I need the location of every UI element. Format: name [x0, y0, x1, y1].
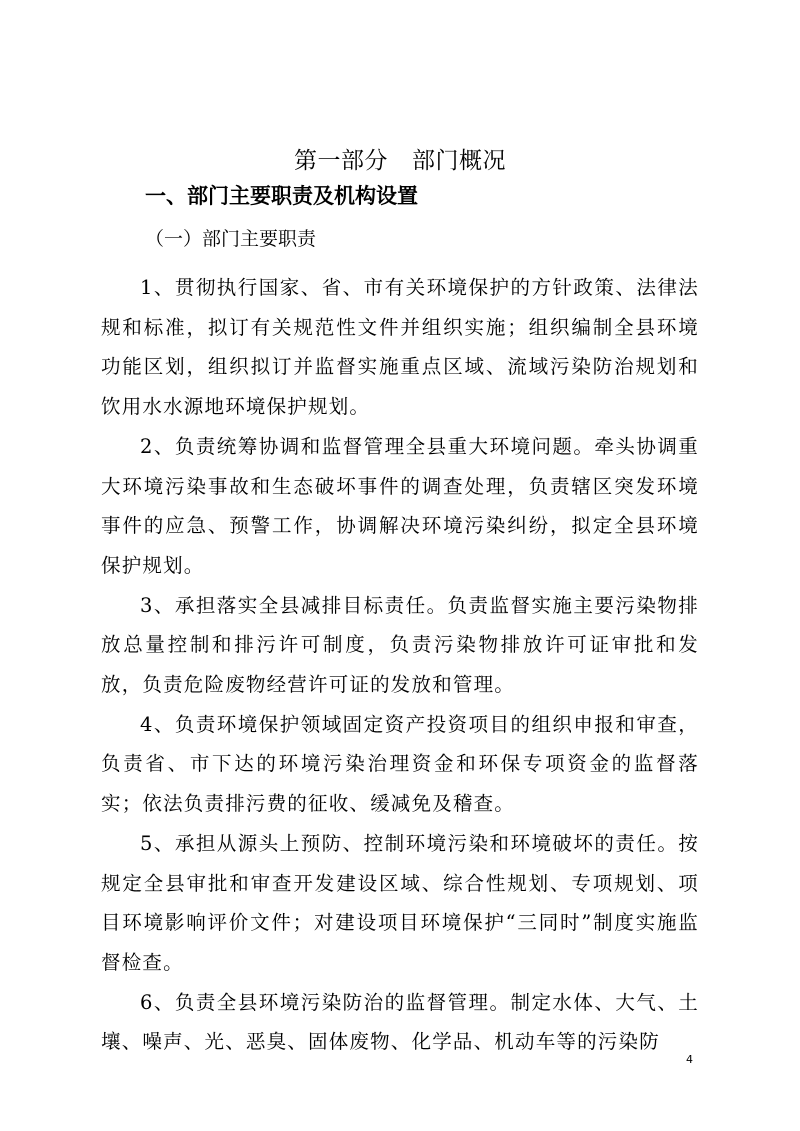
paragraph-1: 1、贯彻执行国家、省、市有关环境保护的方针政策、法律法规和标准，拟订有关规范性文件并组织实施；组织编制全县环境功能区划，组织拟订并监督实施重点区域、流域污染防治规划和饮用水水源地环境保护规划。 [101, 276, 699, 419]
paragraph-6: 6、负责全县环境污染防治的监督管理。制定水体、大气、土壤、噪声、光、恶臭、固体废物、化学品、机动车等的污染防 [101, 990, 699, 1054]
part-title-name: 部门概况 [412, 148, 506, 174]
part-title-prefix: 第一部分 [294, 148, 388, 174]
section-heading: 一、部门主要职责及机构设置 [145, 184, 418, 208]
body-text [101, 268, 699, 1062]
page-number: 4 [686, 1053, 693, 1066]
paragraph-5: 5、承担从源头上预防、控制环境污染和环境破坏的责任。按规定全县审批和审查开发建设区域、综合性规划、专项规划、项目环境影响评价文件；对建设项目环境保护“三同时”制度实施监督检查。 [101, 831, 699, 974]
paragraph-4: 4、负责环境保护领域固定资产投资项目的组织申报和审查，负责省、市下达的环境污染治理资金和环保专项资金的监督落实；依法负责排污费的征收、缓减免及稽查。 [101, 712, 699, 816]
paragraph-2: 2、负责统筹协调和监督管理全县重大环境问题。牵头协调重大环境污染事故和生态破坏事件的调查处理，负责辖区突发环境事件的应急、预警工作，协调解决环境污染纠纷，拟定全县环境保护规划。 [101, 434, 699, 577]
part-title [0, 146, 800, 176]
subsection-heading: （一）部门主要职责 [145, 228, 317, 250]
paragraph-3: 3、承担落实全县减排目标责任。负责监督实施主要污染物排放总量控制和排污许可制度，负责污染物排放许可证审批和发放，负责危险废物经营许可证的发放和管理。 [101, 593, 699, 697]
